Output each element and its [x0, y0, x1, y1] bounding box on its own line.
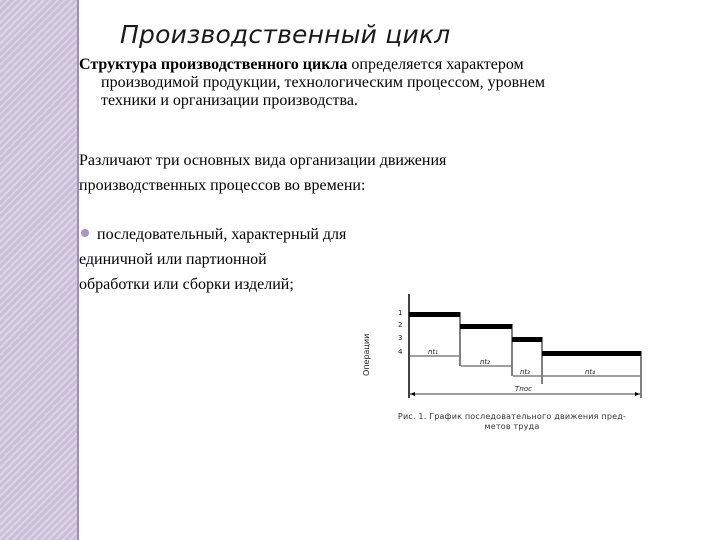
time-label-1: nt₁ — [428, 348, 438, 356]
total-time-label: Tпос — [515, 385, 532, 393]
intro-paragraph — [79, 56, 699, 110]
bullet-line3: обработки или сборки изделий; — [79, 276, 294, 293]
decorative-side-band — [0, 0, 77, 540]
figure-caption-line1: Рис. 1. График последовательного движения пред- — [397, 412, 627, 421]
operation-number-2: 2 — [398, 321, 403, 329]
figure-caption — [382, 412, 642, 432]
operation-number-4: 4 — [398, 348, 403, 356]
operation-bar-3 — [512, 337, 542, 342]
arrowhead-right-icon — [635, 392, 640, 396]
time-label-4: nt₄ — [585, 368, 595, 376]
bullet-line1: последовательный, характерный для — [97, 226, 347, 243]
bullet-dot-icon — [81, 229, 89, 237]
intro-line2: производимой продукции, технологическим процессом, уровнем — [101, 74, 545, 91]
operation-number-1: 1 — [398, 309, 403, 317]
operation-bar-4 — [542, 351, 641, 356]
sequential-movement-figure — [360, 290, 660, 440]
intro-line1-rest: определяется характером — [347, 56, 524, 73]
intro-lead-text: Структура производственного цикла — [79, 56, 348, 73]
figure-axis-label: Операции — [362, 333, 371, 377]
organization-paragraph — [79, 148, 699, 198]
figure-caption-line2: метов труда — [484, 422, 540, 431]
bullet-item-sequential — [79, 222, 439, 297]
operation-number-3: 3 — [398, 334, 403, 342]
operation-bar-2 — [460, 324, 512, 329]
organization-line2: производственных процессов во времени: — [79, 177, 366, 194]
operation-bar-1 — [409, 312, 460, 317]
arrowhead-left-icon — [410, 392, 415, 396]
intro-line3: техники и организации производства. — [101, 92, 358, 109]
organization-line1: Различают три основных вида организации движения — [79, 152, 447, 169]
time-label-3: nt₃ — [520, 368, 530, 376]
slide-title: Производственный цикл — [120, 20, 451, 49]
bullet-line2: единичной или партионной — [79, 251, 267, 268]
time-label-2: nt₂ — [480, 358, 490, 366]
